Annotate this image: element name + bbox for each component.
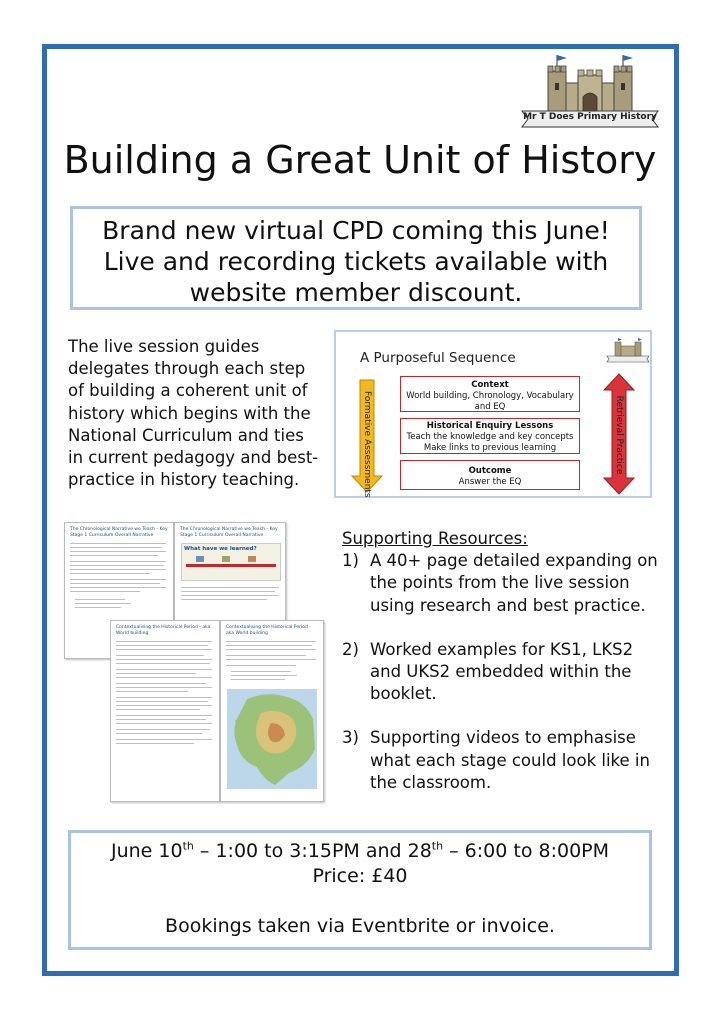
thumbnail-page-3 (110, 620, 220, 802)
mini-castle-icon (606, 338, 650, 366)
enquiry-lessons-box (400, 418, 580, 454)
date-2-suffix: th (431, 839, 444, 853)
resources-heading: Supporting Resources: (342, 529, 528, 548)
thumbnail-title: The Chronological Narrative we Teach - Key Stage 1 Curriculum Overall Narrative (180, 527, 278, 538)
time-1-and-date-2: – 1:00 to 3:15PM and 28 (193, 840, 432, 862)
bookings-info: Bookings taken via Eventbrite or invoice. (165, 915, 555, 937)
time-2: – 6:00 to 8:00PM (443, 840, 610, 862)
date-1-suffix: th (182, 839, 194, 853)
mr-t-logo (520, 55, 660, 137)
castle-icon (520, 55, 660, 137)
announcement-box (70, 206, 642, 310)
dates-box (68, 830, 652, 950)
booklet-thumbnails (62, 520, 324, 810)
outcome-body: Answer the EQ (458, 477, 522, 487)
formative-assessments-label: Formative Assessments (362, 391, 372, 498)
resource-text: Supporting videos to emphasise what each stage could look like in the classroom. (370, 728, 650, 792)
logo-text: Mr T Does Primary History (523, 112, 657, 122)
resource-number: 1) (342, 551, 359, 571)
context-heading: Context (471, 380, 509, 390)
supporting-resources (342, 528, 662, 794)
thumbnail-title: Contextualising the Historical Period - aka World building (116, 625, 211, 636)
resource-number: 3) (342, 728, 359, 748)
announcement-line-2: Live and recording tickets available with (103, 247, 609, 276)
resource-text: A 40+ page detailed expanding on the points from the live session using research and best practice. (370, 551, 658, 615)
retrieval-practice-label: Retrieval Practice (614, 395, 624, 475)
sequence-diagram (334, 330, 652, 498)
resource-text: Worked examples for KS1, LKS2 and UKS2 embedded within the booklet. (370, 639, 634, 704)
price: Price: £40 (312, 865, 408, 887)
intro-paragraph: The live session guides delegates through each step of building a coherent unit of history which begins with the National Curriculum and ties in current pedagogy and best-practice in history teaching. (68, 337, 319, 490)
resource-item (342, 550, 662, 617)
thumbnail-heading: What have we learned? (184, 546, 257, 552)
resource-number: 2) (342, 639, 359, 659)
announcement-line-3: website member discount. (189, 278, 523, 307)
resource-item (342, 639, 662, 706)
thumbnail-page-4 (220, 620, 324, 802)
resource-item (342, 727, 662, 794)
europe-map-icon (227, 689, 317, 789)
thumbnail-title: The Chronological Narrative we Teach - Key Stage 1 Curriculum Overall Narrative (70, 527, 168, 538)
page-title: Building a Great Unit of History (63, 138, 657, 182)
announcement-line-1: Brand new virtual CPD coming this June! (102, 216, 610, 245)
date-1: June 10 (110, 840, 183, 862)
context-box (400, 376, 580, 412)
thumbnail-timeline (181, 543, 281, 581)
enquiry-heading: Historical Enquiry Lessons (426, 421, 554, 431)
thumbnail-title: Contextualising the Historical Period - aka World building (226, 625, 311, 636)
outcome-heading: Outcome (468, 466, 512, 476)
sequence-title: A Purposeful Sequence (360, 350, 516, 366)
session-dates (71, 839, 649, 864)
enquiry-body: Teach the knowledge and key concepts Make links to previous learning (406, 432, 574, 453)
outcome-box (400, 460, 580, 490)
context-body: World building, Chronology, Vocabulary and EQ (406, 391, 574, 412)
